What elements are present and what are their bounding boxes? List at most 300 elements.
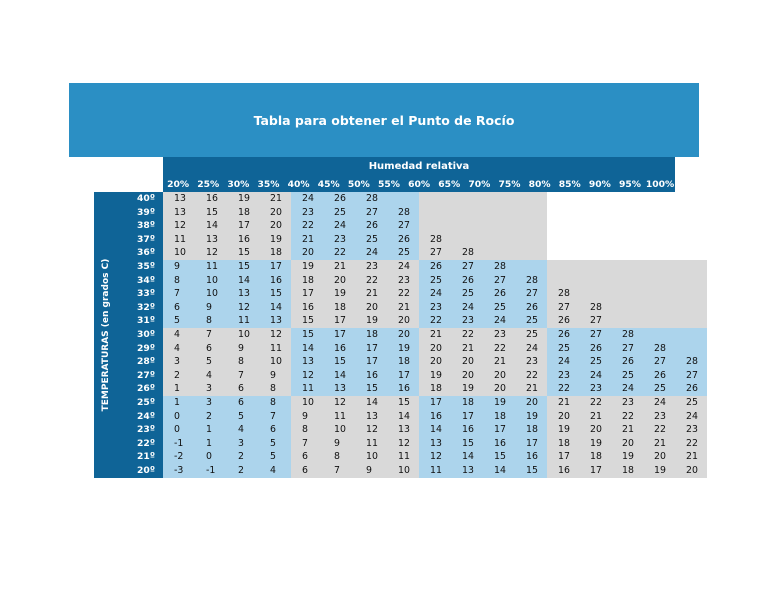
table-cell: [355, 328, 387, 342]
cell-value: 22: [686, 437, 698, 449]
table-cell: [579, 314, 611, 328]
table-cell: [163, 206, 195, 220]
table-cell: [227, 301, 259, 315]
table-cell: [451, 369, 483, 383]
table-cell: [227, 410, 259, 424]
table-cell: [515, 410, 547, 424]
table-cell: [419, 342, 451, 356]
cell-value: 11: [430, 465, 442, 476]
table-cell: [291, 382, 323, 396]
table-cell: [259, 396, 291, 410]
cell-value: 19: [334, 288, 346, 300]
cell-value: 20: [494, 369, 506, 381]
table-cell: [227, 260, 259, 274]
table-cell: [515, 328, 547, 342]
table-cell: [323, 246, 355, 260]
table-cell: [259, 382, 291, 396]
table-cell: [483, 314, 515, 328]
table-cell: [259, 287, 291, 301]
table-cell-empty: [483, 192, 515, 206]
table-cell: [387, 301, 419, 315]
table-cell: [675, 437, 707, 451]
cell-value: 10: [366, 451, 378, 463]
table-cell: [291, 233, 323, 247]
humidity-col-header: 50%: [347, 179, 370, 190]
cell-value: 10: [206, 274, 218, 286]
table-cell-empty: [451, 233, 483, 247]
cell-value: 27: [366, 206, 378, 218]
cell-value: 22: [398, 288, 410, 300]
cell-value: 23: [526, 356, 538, 368]
cell-value: 25: [334, 206, 346, 218]
table-cell: [611, 369, 643, 383]
table-cell-empty: [515, 246, 547, 260]
cell-value: 9: [366, 465, 372, 476]
table-cell: [515, 450, 547, 464]
cell-value: 26: [462, 274, 474, 286]
humidity-col-header: 45%: [317, 179, 340, 190]
table-cell: [163, 301, 195, 315]
table-cell: [419, 450, 451, 464]
table-cell: [515, 342, 547, 356]
table-cell-empty: [419, 206, 451, 220]
table-cell: [259, 437, 291, 451]
cell-value: 26: [494, 288, 506, 300]
table-cell: [259, 450, 291, 464]
cell-value: 23: [366, 261, 378, 272]
table-cell: [515, 274, 547, 288]
table-cell: [483, 369, 515, 383]
cell-value: 17: [494, 424, 506, 436]
cell-value: 17: [462, 410, 474, 422]
page-title: Tabla para obtener el Punto de Rocío: [253, 112, 515, 128]
table-cell: [419, 301, 451, 315]
cell-value: 24: [590, 369, 602, 381]
cell-value: 18: [558, 437, 570, 449]
cell-value: 19: [302, 261, 314, 272]
cell-value: 22: [558, 383, 570, 395]
table-cell: [419, 464, 451, 478]
cell-value: 10: [334, 424, 346, 436]
cell-value: 9: [238, 342, 244, 354]
cell-value: 23: [430, 301, 442, 313]
cell-value: 26: [590, 342, 602, 354]
table-cell-empty: [483, 206, 515, 220]
cell-value: 17: [334, 315, 346, 327]
cell-value: 9: [302, 410, 308, 422]
cell-value: 5: [174, 315, 180, 327]
cell-value: 10: [270, 356, 282, 368]
cell-value: 24: [462, 301, 474, 313]
cell-value: 12: [366, 424, 378, 436]
cell-value: 16: [270, 274, 282, 286]
table-cell: [547, 437, 579, 451]
cell-value: 14: [270, 301, 282, 313]
cell-value: 24: [334, 220, 346, 232]
cell-value: 19: [654, 465, 666, 476]
cell-value: 4: [270, 465, 276, 476]
cell-value: 25: [366, 233, 378, 245]
table-cell: [387, 206, 419, 220]
cell-value: 15: [238, 261, 250, 272]
table-cell: [323, 464, 355, 478]
cell-value: 19: [590, 437, 602, 449]
table-cell: [163, 410, 195, 424]
table-cell: [227, 233, 259, 247]
table-cell-empty: [611, 314, 643, 328]
table-cell-empty: [451, 192, 483, 206]
cell-value: 21: [334, 261, 346, 272]
table-cell: [323, 396, 355, 410]
cell-value: 14: [238, 274, 250, 286]
table-cell-empty: [547, 274, 579, 288]
table-cell: [163, 233, 195, 247]
cell-value: 16: [558, 465, 570, 476]
table-cell: [483, 287, 515, 301]
table-cell-empty: [451, 219, 483, 233]
cell-value: 21: [302, 233, 314, 245]
cell-value: 19: [558, 424, 570, 436]
table-cell-empty: [675, 301, 707, 315]
table-cell: [675, 410, 707, 424]
cell-value: 18: [302, 274, 314, 286]
cell-value: 2: [238, 465, 244, 476]
cell-value: 16: [462, 424, 474, 436]
table-cell-empty: [483, 219, 515, 233]
table-cell: [355, 464, 387, 478]
cell-value: 3: [206, 397, 212, 408]
table-cell-empty: [643, 328, 675, 342]
cell-value: 28: [590, 301, 602, 313]
table-cell: [323, 219, 355, 233]
table-cell: [515, 369, 547, 383]
title-banner: [69, 83, 699, 157]
table-cell: [483, 328, 515, 342]
table-cell: [515, 464, 547, 478]
table-cell: [355, 382, 387, 396]
table-cell: [611, 382, 643, 396]
table-cell: [451, 382, 483, 396]
humidity-col-header: 80%: [528, 179, 551, 190]
table-cell: [323, 450, 355, 464]
cell-value: 28: [622, 329, 634, 340]
cell-value: 24: [430, 288, 442, 300]
cell-value: 17: [238, 220, 250, 232]
cell-value: 1: [206, 424, 212, 436]
table-cell: [259, 206, 291, 220]
cell-value: 26: [398, 233, 410, 245]
table-cell-empty: [675, 314, 707, 328]
table-cell: [291, 246, 323, 260]
cell-value: 28: [398, 206, 410, 218]
table-cell: [419, 369, 451, 383]
cell-value: 24: [654, 397, 666, 408]
table-cell: [227, 382, 259, 396]
table-cell: [259, 355, 291, 369]
cell-value: 11: [174, 233, 186, 245]
table-cell: [291, 369, 323, 383]
cell-value: 21: [526, 383, 538, 395]
table-cell: [355, 342, 387, 356]
table-cell: [451, 396, 483, 410]
cell-value: 7: [270, 410, 276, 422]
table-cell: [227, 369, 259, 383]
table-cell-empty: [643, 274, 675, 288]
table-cell: [355, 423, 387, 437]
table-cell: [259, 410, 291, 424]
cell-value: 10: [302, 397, 314, 408]
temperature-row-label: 38º: [137, 220, 155, 232]
cell-value: 27: [526, 288, 538, 300]
cell-value: 3: [174, 356, 180, 368]
table-cell: [195, 355, 227, 369]
table-cell: [515, 301, 547, 315]
cell-value: 26: [430, 261, 442, 272]
cell-value: 9: [334, 437, 340, 449]
humidity-col-header: 30%: [227, 179, 250, 190]
table-cell-empty: [547, 260, 579, 274]
table-cell: [643, 423, 675, 437]
humidity-col-header: 85%: [558, 179, 581, 190]
cell-value: 18: [590, 451, 602, 463]
table-cell: [579, 355, 611, 369]
table-cell-empty: [387, 192, 419, 206]
table-cell: [419, 314, 451, 328]
cell-value: 15: [526, 465, 538, 476]
cell-value: 12: [398, 437, 410, 449]
cell-value: 14: [430, 424, 442, 436]
table-cell: [291, 450, 323, 464]
cell-value: 19: [526, 410, 538, 422]
cell-value: 6: [302, 451, 308, 463]
table-cell: [419, 246, 451, 260]
cell-value: 20: [526, 397, 538, 408]
table-cell: [355, 450, 387, 464]
cell-value: 1: [206, 437, 212, 449]
humidity-col-header: 20%: [167, 179, 190, 190]
table-cell: [547, 382, 579, 396]
table-cell: [675, 423, 707, 437]
table-cell: [643, 369, 675, 383]
table-cell: [483, 342, 515, 356]
table-cell: [675, 450, 707, 464]
humidity-col-header: 35%: [257, 179, 280, 190]
table-cell: [643, 382, 675, 396]
table-cell: [419, 260, 451, 274]
cell-value: 15: [302, 315, 314, 327]
table-cell: [579, 437, 611, 451]
cell-value: 12: [238, 301, 250, 313]
table-cell: [355, 314, 387, 328]
table-cell: [547, 301, 579, 315]
table-cell: [611, 410, 643, 424]
table-cell: [643, 355, 675, 369]
cell-value: 13: [334, 383, 346, 395]
table-cell: [259, 301, 291, 315]
table-cell: [323, 423, 355, 437]
table-cell: [483, 301, 515, 315]
table-cell: [483, 396, 515, 410]
cell-value: 8: [302, 424, 308, 436]
cell-value: 16: [206, 193, 218, 204]
cell-value: 25: [622, 369, 634, 381]
cell-value: 22: [430, 315, 442, 327]
cell-value: 22: [334, 247, 346, 259]
cell-value: 13: [302, 356, 314, 368]
table-cell: [355, 301, 387, 315]
table-cell: [195, 437, 227, 451]
cell-value: 20: [654, 451, 666, 463]
table-cell: [195, 274, 227, 288]
humidity-col-header: 70%: [468, 179, 491, 190]
cell-value: 19: [398, 342, 410, 354]
table-cell: [355, 287, 387, 301]
humidity-col-header: 90%: [588, 179, 611, 190]
dew-point-table: [163, 192, 698, 478]
table-cell: [643, 437, 675, 451]
cell-value: 25: [590, 356, 602, 368]
cell-value: 21: [270, 193, 282, 204]
table-cell: [355, 219, 387, 233]
table-cell: [387, 328, 419, 342]
table-cell-empty: [419, 219, 451, 233]
humidity-header: [163, 157, 675, 192]
table-cell: [259, 219, 291, 233]
cell-value: 18: [526, 424, 538, 436]
cell-value: 21: [622, 424, 634, 436]
humidity-col-header: 40%: [287, 179, 310, 190]
table-cell: [259, 464, 291, 478]
cell-value: 19: [462, 383, 474, 395]
cell-value: 25: [558, 342, 570, 354]
cell-value: 13: [206, 233, 218, 245]
cell-value: 20: [462, 356, 474, 368]
table-cell: [355, 192, 387, 206]
table-cell: [643, 410, 675, 424]
table-cell: [227, 342, 259, 356]
temperature-row-label: 30º: [137, 329, 155, 340]
cell-value: 5: [270, 437, 276, 449]
table-cell: [355, 274, 387, 288]
table-cell: [163, 246, 195, 260]
table-cell: [483, 450, 515, 464]
cell-value: 28: [654, 342, 666, 354]
humidity-col-header: 100%: [645, 179, 675, 190]
humidity-col-header: 65%: [438, 179, 461, 190]
table-cell: [163, 396, 195, 410]
table-cell: [579, 301, 611, 315]
cell-value: 10: [398, 465, 410, 476]
table-cell: [579, 423, 611, 437]
cell-value: 15: [494, 451, 506, 463]
table-cell: [259, 369, 291, 383]
table-cell-empty: [579, 274, 611, 288]
table-cell: [163, 219, 195, 233]
table-cell: [259, 246, 291, 260]
table-cell-empty: [515, 260, 547, 274]
table-cell: [163, 382, 195, 396]
cell-value: 25: [526, 315, 538, 327]
temperature-row-label: 25º: [137, 397, 155, 408]
cell-value: 14: [494, 465, 506, 476]
table-cell-empty: [675, 287, 707, 301]
cell-value: 13: [238, 288, 250, 300]
table-cell: [611, 423, 643, 437]
table-cell: [195, 396, 227, 410]
cell-value: 24: [622, 383, 634, 395]
cell-value: 23: [686, 424, 698, 436]
table-cell: [227, 192, 259, 206]
table-cell: [195, 233, 227, 247]
cell-value: 20: [398, 315, 410, 327]
cell-value: 7: [206, 329, 212, 340]
temperature-row-label: 27º: [137, 369, 155, 381]
cell-value: 16: [494, 437, 506, 449]
cell-value: 27: [590, 315, 602, 327]
table-cell: [419, 382, 451, 396]
temperature-row-label: 37º: [137, 233, 155, 245]
cell-value: 4: [206, 369, 212, 381]
humidity-col-header: 75%: [498, 179, 521, 190]
table-cell-empty: [515, 192, 547, 206]
cell-value: 12: [270, 329, 282, 340]
table-cell: [195, 328, 227, 342]
table-cell: [195, 450, 227, 464]
cell-value: 2: [238, 451, 244, 463]
table-cell: [323, 328, 355, 342]
table-cell: [451, 246, 483, 260]
table-cell: [483, 410, 515, 424]
table-cell: [323, 369, 355, 383]
table-cell: [387, 342, 419, 356]
cell-value: 24: [686, 410, 698, 422]
cell-value: 12: [430, 451, 442, 463]
table-cell-empty: [515, 219, 547, 233]
cell-value: 28: [526, 274, 538, 286]
table-cell: [323, 274, 355, 288]
table-cell: [643, 464, 675, 478]
table-cell: [387, 396, 419, 410]
table-cell: [195, 301, 227, 315]
table-cell: [259, 233, 291, 247]
table-cell: [291, 423, 323, 437]
table-cell: [387, 274, 419, 288]
cell-value: 15: [206, 206, 218, 218]
cell-value: 15: [334, 356, 346, 368]
table-cell-empty: [579, 260, 611, 274]
table-cell: [259, 274, 291, 288]
table-cell: [387, 233, 419, 247]
table-cell: [291, 464, 323, 478]
cell-value: 26: [686, 383, 698, 395]
table-cell: [291, 437, 323, 451]
table-cell: [387, 437, 419, 451]
table-cell: [291, 274, 323, 288]
table-cell: [451, 342, 483, 356]
cell-value: 19: [366, 315, 378, 327]
table-cell-empty: [419, 192, 451, 206]
table-cell: [355, 246, 387, 260]
cell-value: 27: [590, 329, 602, 340]
cell-value: 1: [174, 383, 180, 395]
cell-value: 12: [206, 247, 218, 259]
table-cell: [451, 301, 483, 315]
cell-value: 21: [430, 329, 442, 340]
table-cell: [323, 355, 355, 369]
cell-value: 5: [270, 451, 276, 463]
table-cell: [291, 314, 323, 328]
cell-value: 3: [238, 437, 244, 449]
